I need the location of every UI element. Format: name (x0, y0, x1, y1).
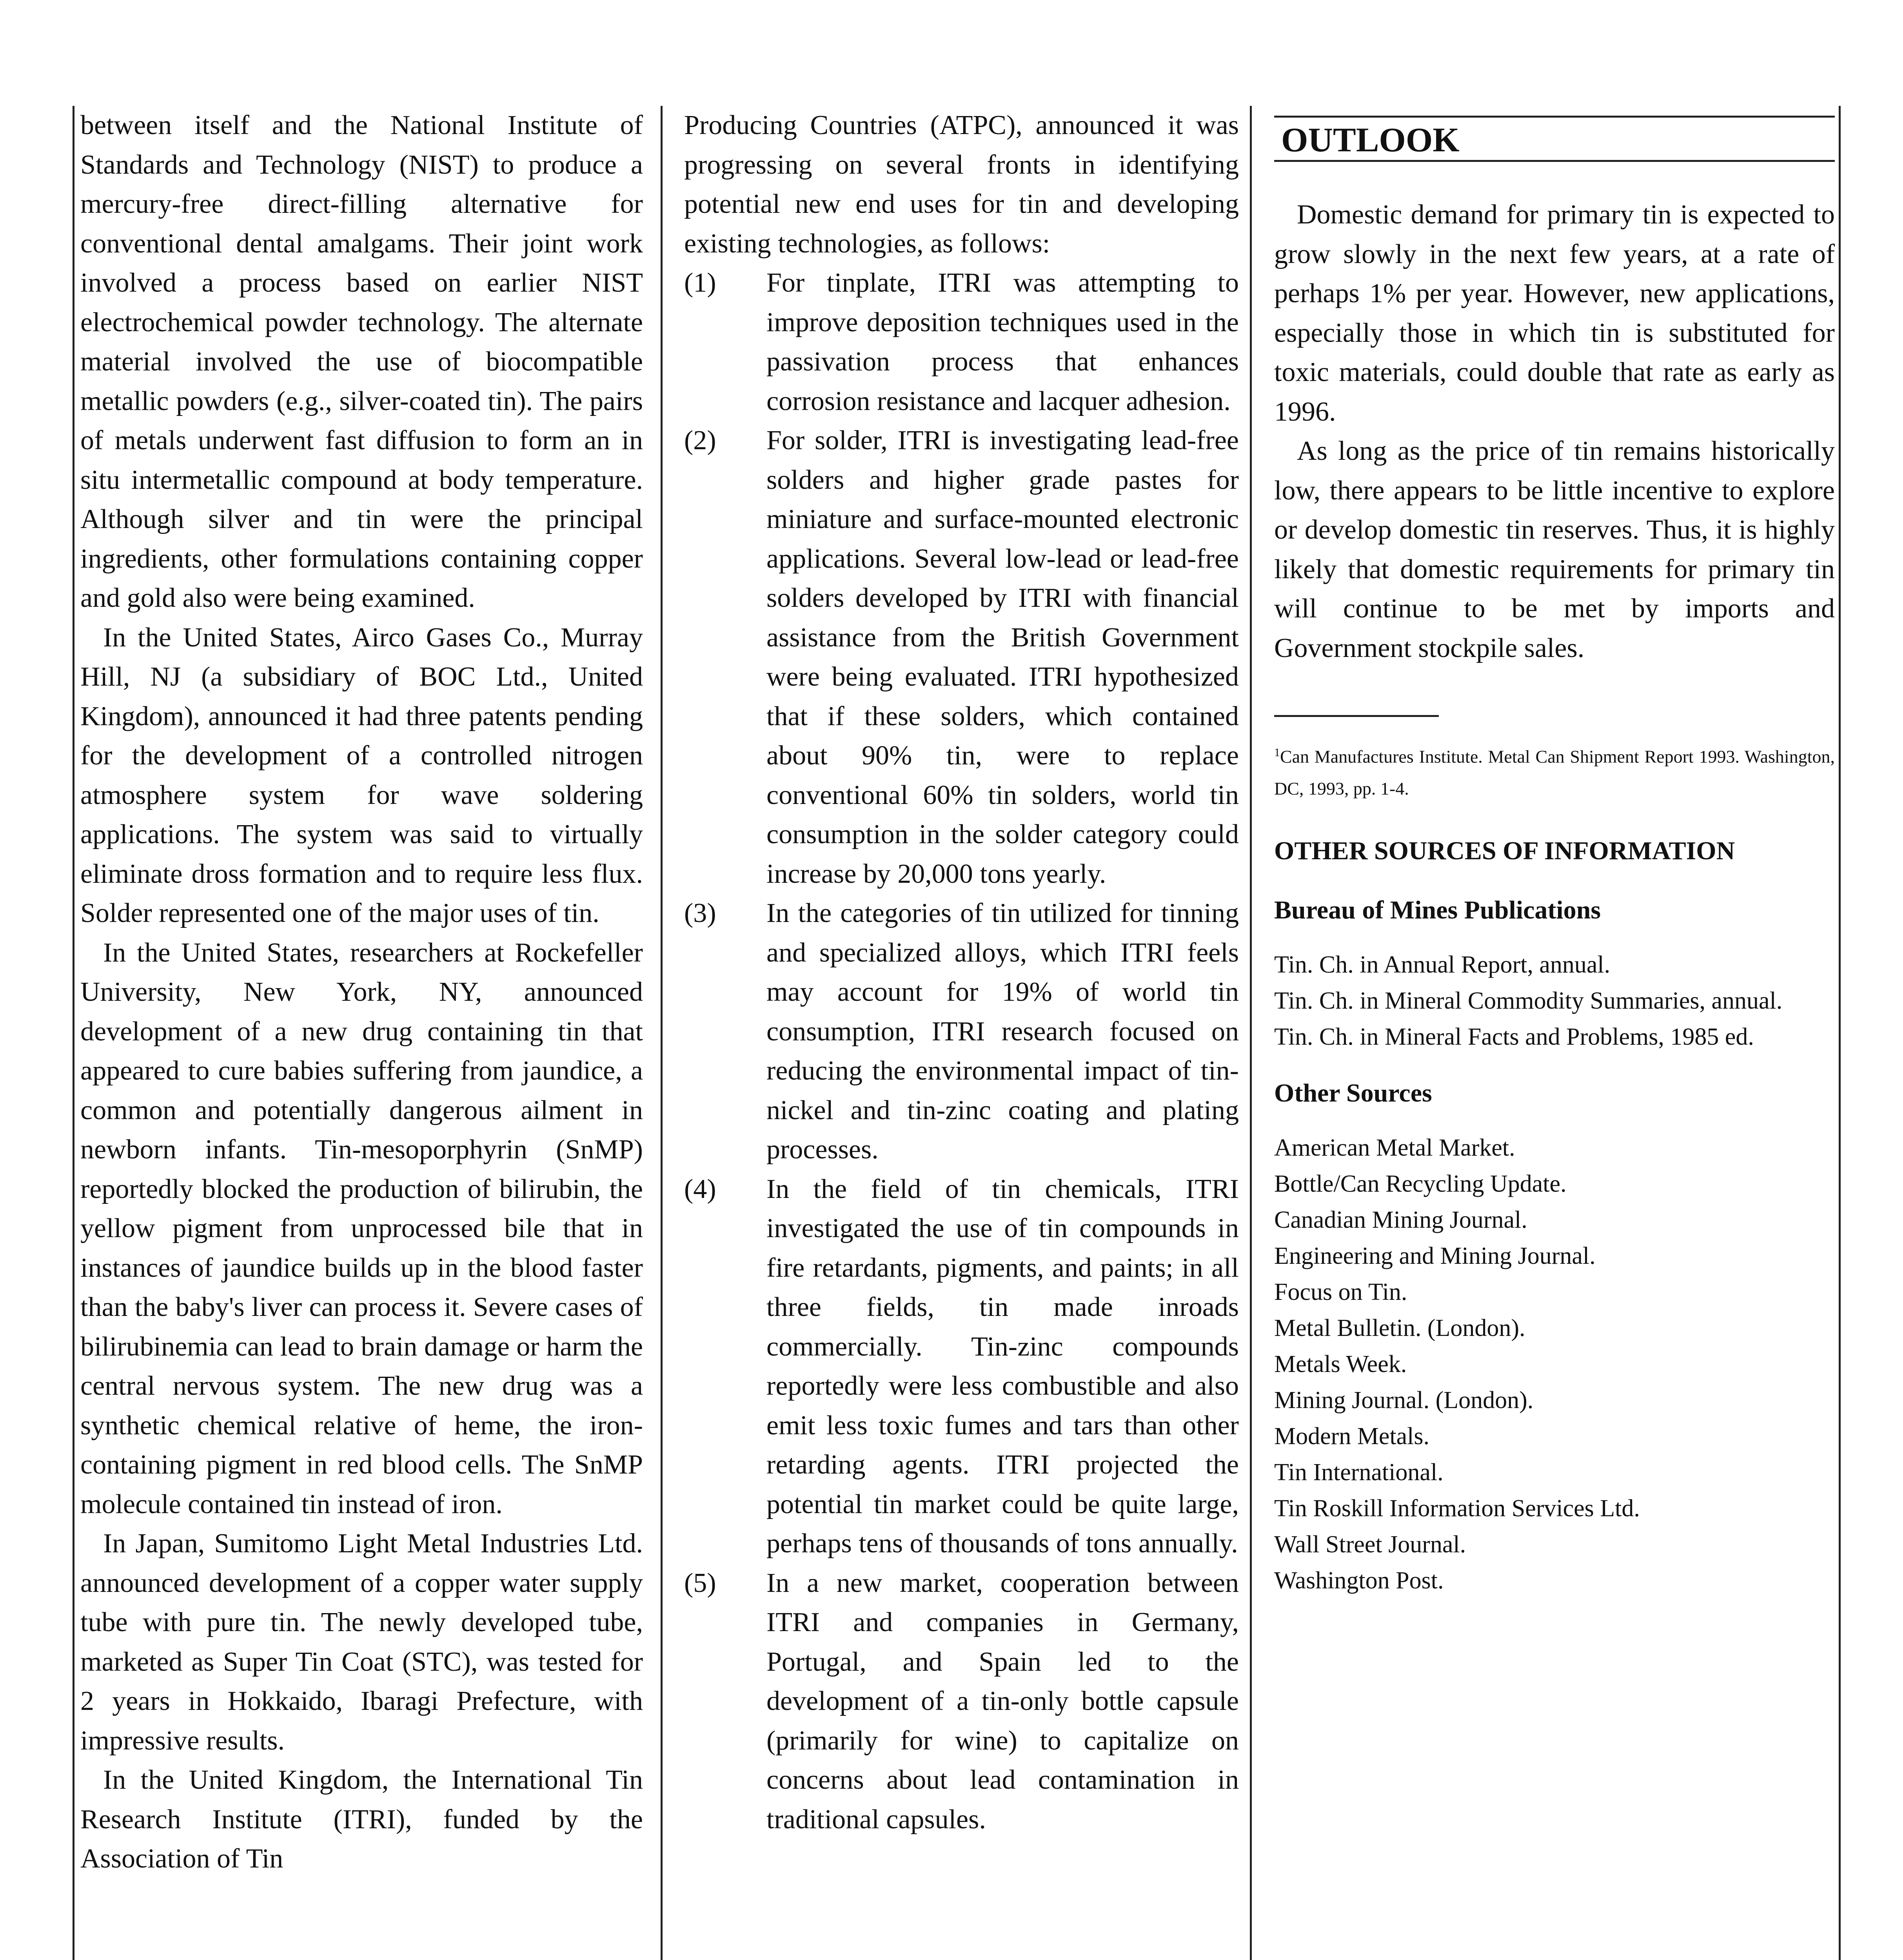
list-item: Engineering and Mining Journal. (1274, 1243, 1596, 1270)
column-rule-mid-1 (661, 106, 663, 1960)
list-item: Tin. Ch. in Annual Report, annual. (1274, 951, 1611, 978)
other-sources-list (1274, 1130, 1835, 1599)
list-item: Focus on Tin. (1274, 1279, 1407, 1306)
column-rule-left (73, 106, 74, 1960)
list-item: Bottle/Can Recycling Update. (1274, 1171, 1567, 1198)
outlook-heading: OUTLOOK (1274, 116, 1835, 162)
column-rule-mid-2 (1250, 106, 1252, 1960)
list-item (684, 421, 1239, 894)
paragraph: In the United States, Airco Gases Co., Murray Hill, NJ (a subsidiary of BOC Ltd., United Kingdom), announced it had three patents pending for the development of a controlled nitrogen atmosphere system for wave soldering applications. The system was said to virtually eliminate dross formation and to require less flux. Solder represented one of the major uses of tin. (80, 622, 643, 928)
list-item: Tin. Ch. in Mineral Facts and Problems, 1985 ed. (1274, 1024, 1754, 1051)
list-item-text: For tinplate, ITRI was attempting to improve deposition techniques used in the passivation process that enhances corrosion resistance and lacquer adhesion. (766, 268, 1239, 416)
footnote-rule (1274, 715, 1439, 717)
list-item: American Metal Market. (1274, 1134, 1515, 1161)
other-sources-heading: OTHER SOURCES OF INFORMATION (1274, 837, 1735, 866)
bureau-of-mines-heading: Bureau of Mines Publications (1274, 896, 1601, 925)
list-item: Modern Metals. (1274, 1423, 1430, 1450)
list-item: Metal Bulletin. (London). (1274, 1315, 1525, 1342)
list-item: Canadian Mining Journal. (1274, 1207, 1527, 1234)
footnote-mark: 1 (1274, 746, 1280, 759)
list-item (684, 263, 1239, 421)
list-item-text: For solder, ITRI is investigating lead-free solders and higher grade pastes for miniature and surface-mounted electronic applications. Several low-lead or lead-free solders developed by ITRI with financial assistance from the British Government were being evaluated. ITRI hypothesized that if these solders, which contained about 90% tin, were to replace conventional 60% tin solders, world tin consumption in the solder category could increase by 20,000 tons yearly. (766, 425, 1239, 889)
paragraph: Producing Countries (ATPC), announced it was progressing on several fronts in identifying potential new end uses for tin and developing existing technologies, as follows: (684, 110, 1239, 259)
list-item: Tin Roskill Information Services Ltd. (1274, 1495, 1640, 1522)
list-item-text: In the categories of tin utilized for tinning and specialized alloys, which ITRI feels may account for 19% of world tin consumption, ITRI research focused on reducing the environmental impact of tin-nickel and tin-zinc coating and plating processes. (766, 898, 1239, 1165)
list-item: Wall Street Journal. (1274, 1531, 1466, 1558)
numbered-list (684, 263, 1239, 1839)
list-number: (5) (684, 1568, 716, 1598)
list-item: Washington Post. (1274, 1567, 1444, 1594)
list-item (684, 894, 1239, 1170)
list-item: Metals Week. (1274, 1351, 1407, 1378)
column-2 (684, 106, 1239, 1839)
list-item-text: In the field of tin chemicals, ITRI investigated the use of tin compounds in fire retardants, pigments, and paints; in all three fields, tin made inroads commercially. Tin-zinc compounds reportedly were less combustible and also emit less toxic fumes and tars than other retarding agents. ITRI projected the potential tin market could be quite large, perhaps tens of thousands of tons annually. (766, 1174, 1239, 1559)
list-number: (2) (684, 425, 716, 456)
paragraph: As long as the price of tin remains historically low, there appears to be little incentive to explore or develop domestic tin reserves. Thus, it is highly likely that domestic requirements for primary tin will continue to be met by imports and Government stockpile sales. (1274, 436, 1835, 663)
list-number: (4) (684, 1174, 716, 1204)
paragraph: In the United States, researchers at Rockefeller University, New York, NY, announced development of a new drug containing tin that appeared to cure babies suffering from jaundice, a common and potentially dangerous ailment in newborn infants. Tin-mesoporphyrin (SnMP) reportedly blocked the production of bilirubin, the yellow pigment from unprocessed bile that in instances of jaundice builds up in the blood faster than the baby's liver can process it. Severe cases of bilirubinemia can lead to brain damage or harm the central nervous system. The new drug was a synthetic chemical relative of heme, the iron-containing pigment in red blood cells. The SnMP molecule contained tin instead of iron. (80, 937, 643, 1519)
paragraph: In the United Kingdom, the International Tin Research Institute (ITRI), funded by the Association of Tin (80, 1765, 643, 1874)
column-rule-right (1839, 106, 1841, 1960)
bureau-of-mines-list (1274, 947, 1835, 1055)
list-item: Mining Journal. (London). (1274, 1387, 1534, 1414)
paragraph: Domestic demand for primary tin is expected to grow slowly in the next few years, at a rate of perhaps 1% per year. However, new applications, especially those in which tin is substituted for toxic materials, could double that rate as early as 1996. (1274, 200, 1835, 427)
footnote (1274, 737, 1835, 805)
other-sources-subheading: Other Sources (1274, 1079, 1432, 1108)
paragraph: In Japan, Sumitomo Light Metal Industries Ltd. announced development of a copper water supply tube with pure tin. The newly developed tube, marketed as Super Tin Coat (STC), was tested for 2 years in Hokkaido, Ibaragi Prefecture, with impressive results. (80, 1528, 643, 1756)
list-item (684, 1564, 1239, 1840)
column-1 (80, 106, 643, 1879)
footnote-text: Can Manufactures Institute. Metal Can Shipment Report 1993. Washington, DC, 1993, pp. 1-4. (1274, 746, 1835, 799)
list-number: (3) (684, 898, 716, 928)
list-item: Tin. Ch. in Mineral Commodity Summaries, annual. (1274, 987, 1783, 1014)
list-item: Tin International. (1274, 1459, 1444, 1486)
column-3 (1274, 106, 1835, 1599)
paragraph: between itself and the National Institute of Standards and Technology (NIST) to produce a mercury-free direct-filling alternative for conventional dental amalgams. Their joint work involved a process based on earlier NIST electrochemical powder technology. The alternate material involved the use of biocompatible metallic powders (e.g., silver-coated tin). The pairs of metals underwent fast diffusion to form an in situ intermetallic compound at body temperature. Although silver and tin were the principal ingredients, other formulations containing copper and gold also were being examined. (80, 110, 643, 613)
list-number: (1) (684, 268, 716, 298)
list-item-text: In a new market, cooperation between ITRI and companies in Germany, Portugal, and Spain led to the development of a tin-only bottle capsule (primarily for wine) to capitalize on concerns about lead contamination in traditional capsules. (766, 1568, 1239, 1835)
list-item (684, 1170, 1239, 1564)
